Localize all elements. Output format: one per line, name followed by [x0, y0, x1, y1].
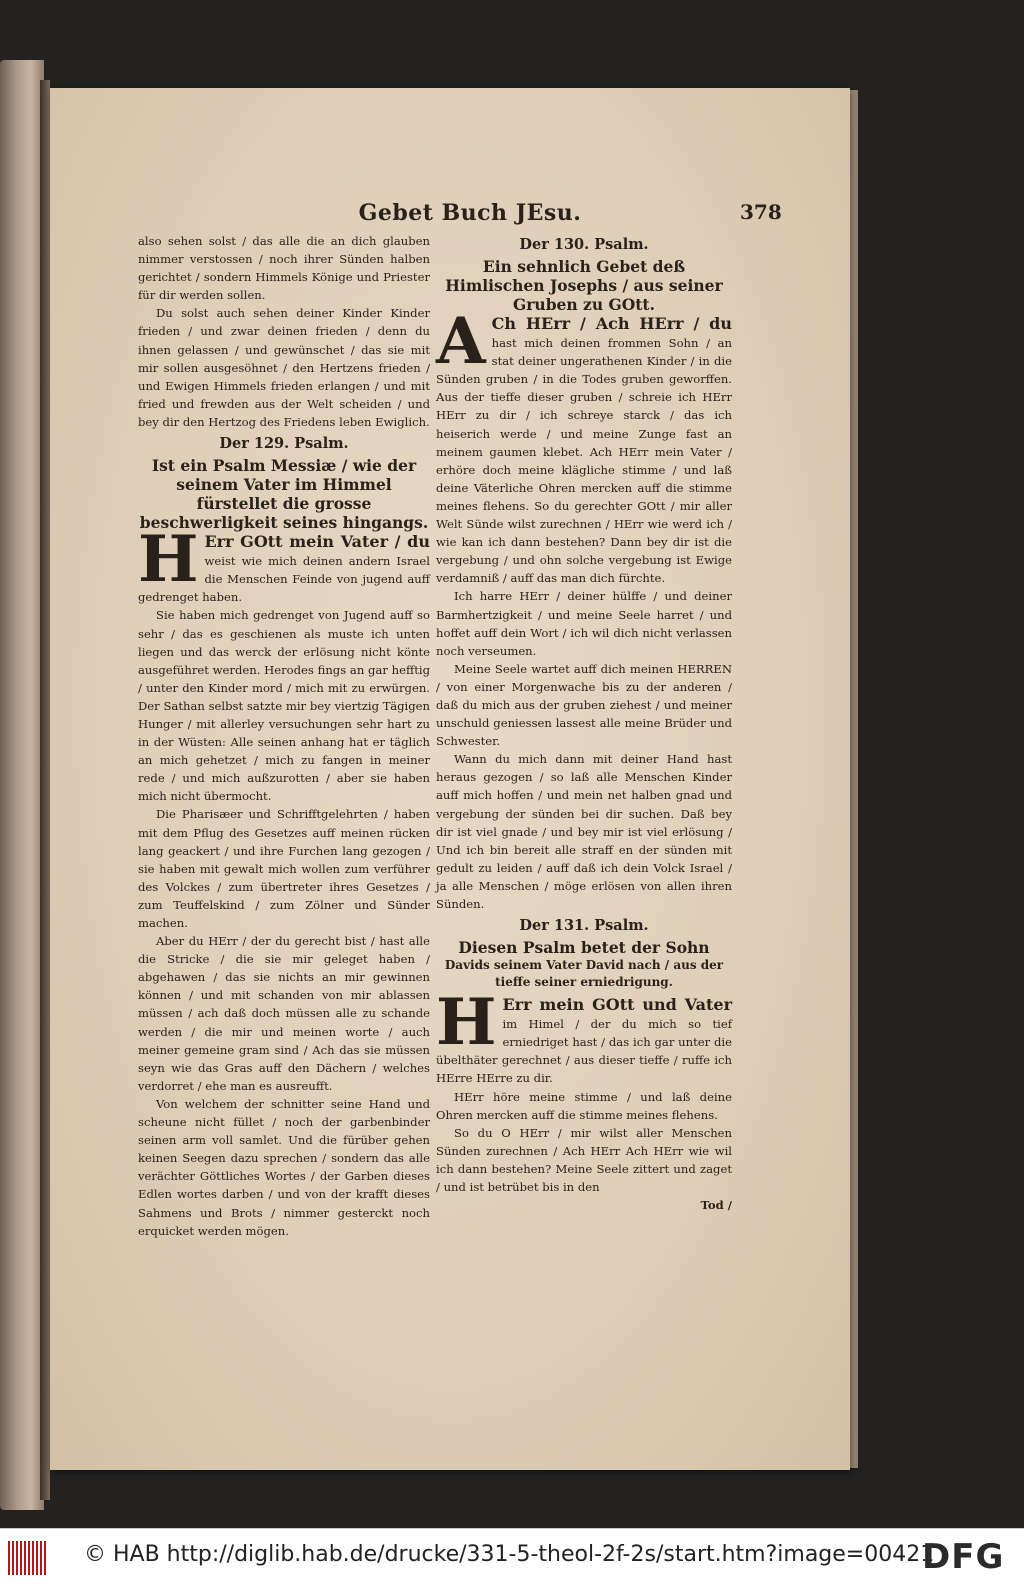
paragraph: weist wie mich deinen andern Israel die Menschen Feinde von jugend auff gedrenget haben. — [138, 554, 430, 605]
psalm-lead: Err mein GOtt und Vater — [502, 995, 732, 1015]
right-column — [436, 232, 732, 1214]
psalm-heading: Der 130. Psalm. — [519, 236, 649, 253]
psalm-title: Ein sehnlich Gebet deß Himlischen Josephs / aus seiner Gruben zu GOtt. — [445, 257, 723, 314]
paragraph: also sehen solst / das alle die an dich glauben nimmer verstossen / noch ihrer Sünden halben gerichtet / sondern Himmels Könige und Priester für dir werden sollen. — [138, 234, 430, 303]
psalm-heading: Der 131. Psalm. — [519, 917, 649, 935]
psalm-subtitle: Davids seinem Vater David nach / aus der tieffe seiner erniedrigung. — [444, 958, 724, 990]
paragraph: Die Pharisæer und Schrifftgelehrten / haben mit dem Pflug des Gesetzes auff meinen rücken lang geackert / und ihre Furchen lang gezogen / sie haben mit gewalt mich wollen zum verführer des Volckes / zum übertreter ihres Gesetzes / zum Teuffelskind / zum Zölner und Sünder machen. — [138, 807, 430, 930]
page-number: 378 — [740, 200, 782, 224]
psalm-heading: Der 129. Psalm. — [219, 435, 349, 453]
catchword: Tod / — [700, 1198, 732, 1213]
drop-cap: H — [436, 985, 497, 1061]
psalm-opening — [436, 985, 732, 1087]
psalm-title: Diesen Psalm betet der Sohn — [458, 938, 710, 958]
copyright-link[interactable]: © HAB http://diglib.hab.de/drucke/331-5-theol-2f-2s/start.htm?image=00421 — [84, 1542, 935, 1567]
book-left-edge — [0, 60, 44, 1510]
psalm-title: Ist ein Psalm Messiæ / wie der seinem Vater im Himmel fürstellet die grosse beschwerligkeit seines hingangs. — [139, 456, 429, 533]
psalm-lead: Err GOtt mein Vater / du — [204, 532, 430, 552]
book-page — [50, 88, 850, 1470]
barcode-icon — [8, 1541, 48, 1575]
drop-cap: H — [138, 522, 199, 598]
paragraph: Du solst auch sehen deiner Kinder Kinder frieden / und zwar deinen frieden / denn du ihnen gelassen / und gewünschet / das sie mit mir sollen ausgesöhnet / den Hertzens frieden / und Ewigen Himmels frieden erlangen / und mit fried und frewden aus der Welt scheiden / und bey dir den Hertzog des Friedens leben Ewiglich. — [138, 306, 430, 429]
paragraph: Ich harre HErr / deiner hülffe / und deiner Barmhertzigkeit / und meine Seele harret / und hoffet auff dein Wort / ich wil dich nicht verlassen noch verseumen. — [436, 589, 732, 658]
running-title: Gebet Buch JEsu. — [358, 200, 582, 226]
psalm-opening — [138, 522, 430, 606]
footer-bar — [0, 1528, 1024, 1587]
paragraph: HErr höre meine stimme / und laß deine Ohren mercken auff die stimme meines flehens. — [436, 1089, 732, 1122]
left-column — [138, 232, 430, 1240]
psalm-opening — [436, 304, 732, 587]
dfg-logo: DFG — [922, 1537, 1005, 1577]
paragraph: Von welchem der schnitter seine Hand und scheune nicht füllet / noch der garbenbinder seinen arm voll samlet. Und die fürüber gehen keinen Seegen dazu sprechen / sondern das alle verächter Göttliches Wortes / der Garben dieses Edlen wortes darben / und von der krafft dieses Sahmens und Brots / nimmer gesterckt noch erquicket werden mögen. — [138, 1096, 430, 1238]
paragraph: Meine Seele wartet auff dich meinen HERREN / von einer Morgenwache bis zu der anderen / daß du mich aus der gruben ziehest / und meiner unschuld geniessen lassest alle meine Brüder und Schwester. — [436, 661, 732, 749]
drop-cap: A — [436, 304, 486, 379]
paragraph: Sie haben mich gedrenget von Jugend auff so sehr / das es geschienen als muste ich unten liegen und das werck der erlösung nicht könte ausgeführet werden. Herodes fings an gar hefftig / unter den Kinder mord / mich mit zu erwürgen. Der Sathan selbst satzte mir bey viertzig Tägigen Hunger / mit allerley versuchungen sehr hart zu in der Wüsten: Alle seinen anhang hat er täglich an mich gehetzet / mich zu fangen in meiner rede / und mich außzurotten / aber sie haben mich nicht übermocht. — [138, 608, 430, 804]
paragraph: Wann du mich dann mit deiner Hand hast heraus gezogen / so laß alle Menschen Kinder auff mich hoffen / und mein net halben gnad und vergebung der sünden bei dir suchen. Daß bey dir ist viel gnade / und bey mir ist viel erlösung / Und ich bin bereit alle straff en der sünden mit gedult zu leiden / auff daß ich dein Volck Israel / ja alle Menschen / möge erlösen von allen ihren Sünden. — [436, 752, 732, 911]
paragraph: hast mich deinen frommen Sohn / an stat deiner ungerathenen Kinder / in die Sünden gruben / in die Todes gruben geworffen. Aus der tieffe dieser gruben / schreie ich HErr HErr zu dir / ich schreye starck / das ich heiserich werde / und meine Zunge fast an meinem gaumen klebet. Ach HErr mein Vater / erhöre doch meine klägliche stimme / und laß deine Väterliche Ohren mercken auff die stimme meines flehens. So du gerechter GOtt / mir aller Welt Sünde wilst zurechnen / HErr wie werd ich / wie kan ich dann bestehen? Dann bey dir ist die vergebung / und ohn solche vergebung ist Ewige verdamniß / auff das man dich fürchte. — [436, 336, 732, 586]
book-gutter-shadow — [40, 80, 50, 1500]
paragraph: im Himel / der du mich so tief erniedriget hast / das ich gar unter die übelthäter gerechnet / aus dieser tieffe / ruffe ich HErre HErre zu dir. — [436, 1017, 732, 1086]
psalm-lead: Ch HErr / Ach HErr / du — [491, 314, 732, 333]
paragraph: So du O HErr / mir wilst aller Menschen Sünden zurechnen / Ach HErr Ach HErr wie wil ich dann bestehen? Meine Seele zittert und zaget / und ist betrübet bis in den — [436, 1125, 732, 1195]
paragraph: Aber du HErr / der du gerecht bist / hast alle die Stricke / die sie mir geleget haben / abgehawen / das sie nichts an mir gewinnen können / und mit schanden von mir ablassen müssen / ach daß doch müssen alle zu schande werden / die mir und meinen worte / auch meiner gemeine gram sind / Ach das sie müssen seyn wie das Gras auff den Dächern / welches verdorret / ehe man es ausreufft. — [138, 934, 430, 1093]
